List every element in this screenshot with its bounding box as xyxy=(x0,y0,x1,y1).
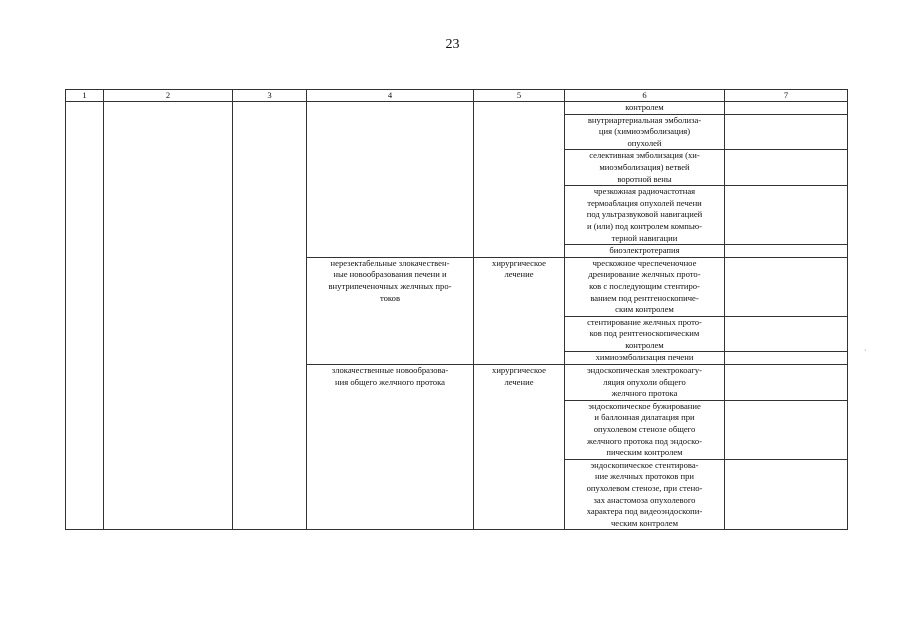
method-cell-line: зах анастомоза опухолевого xyxy=(593,494,696,505)
method-cell xyxy=(565,459,725,530)
method-cell-line: ческим контролем xyxy=(610,517,679,528)
method-cell-line: контролем xyxy=(625,339,664,350)
method-cell-line: ция (химиоэмболизация) xyxy=(598,126,691,137)
method-cell-line: пическим контролем xyxy=(606,447,683,458)
col-7-cell xyxy=(725,459,848,530)
method-cell-line: эндоскопическая электрокоагу- xyxy=(586,365,703,376)
method-cell-line: эндоскопическое бужирование xyxy=(588,400,701,411)
scan-speck: · xyxy=(864,346,867,355)
treatment-cell xyxy=(474,102,565,258)
col-7-cell xyxy=(725,102,848,115)
method-cell xyxy=(565,245,725,258)
col-7-cell xyxy=(725,400,848,459)
method-cell-line: ляция опухоли общего xyxy=(603,376,686,387)
disease-cell-line: ния общего желчного протока xyxy=(335,376,445,387)
disease-cell xyxy=(307,257,474,364)
method-cell-line: и (или) под контролем компью- xyxy=(586,220,703,231)
col-7-cell xyxy=(725,245,848,258)
method-cell-line: и баллонная дилатация при xyxy=(594,412,695,423)
method-cell-line: стентирование желчных прото- xyxy=(587,316,702,327)
medical-procedures-table xyxy=(65,89,848,530)
method-cell-line: чрескожное чреспеченочное xyxy=(592,257,697,268)
method-cell-line: ским контролем xyxy=(615,304,674,315)
method-cell-line: опухолей xyxy=(627,137,662,148)
column-header-1: 1 xyxy=(66,90,104,102)
method-cell-line: ков под рентгеноскопическим xyxy=(589,328,700,339)
col-1-cell xyxy=(66,102,104,530)
disease-cell-line: токов xyxy=(379,292,401,303)
column-header-4: 4 xyxy=(307,90,474,102)
disease-cell-line: ные новообразования печени и xyxy=(333,269,447,280)
method-cell-line: характера под видеоэндоскопи- xyxy=(586,506,703,517)
method-cell-line: желчного протока под эндоско- xyxy=(587,435,702,446)
method-cell xyxy=(565,102,725,115)
treatment-cell-line: лечение xyxy=(504,269,534,280)
method-cell xyxy=(565,186,725,245)
col-7-cell xyxy=(725,257,848,316)
method-cell xyxy=(565,316,725,352)
col-7-cell xyxy=(725,316,848,352)
column-header-3: 3 xyxy=(233,90,307,102)
col-7-cell xyxy=(725,352,848,365)
method-cell xyxy=(565,114,725,150)
method-cell-line: желчного протока xyxy=(611,388,678,399)
treatment-cell-line: лечение xyxy=(504,376,534,387)
method-cell-line: эндоскопическое стентирова- xyxy=(590,459,699,470)
disease-cell-line: внутрипеченочных желчных про- xyxy=(328,280,452,291)
method-cell-line: термоаблация опухолей печени xyxy=(587,197,702,208)
disease-cell-line: злокачественные новообразова- xyxy=(331,365,449,376)
method-cell-line: контролем xyxy=(625,102,664,112)
method-cell-line: воротной вены xyxy=(617,173,672,184)
method-cell-line: опухолевом стенозе общего xyxy=(593,424,696,435)
method-cell-line: дренирование желчных прото- xyxy=(588,269,701,280)
method-cell xyxy=(565,400,725,459)
disease-cell-line: нерезектабельные злокачествен- xyxy=(330,257,450,268)
column-header-5: 5 xyxy=(474,90,565,102)
col-7-cell xyxy=(725,365,848,401)
method-cell-line: чрезкожная радиочастотная xyxy=(593,186,696,197)
col-2-cell xyxy=(104,102,233,530)
method-cell-line: биоэлектротерапия xyxy=(609,245,680,256)
treatment-cell-line: хирургическое xyxy=(492,257,546,268)
col-7-cell xyxy=(725,150,848,186)
treatment-cell-line: хирургическое xyxy=(492,365,546,376)
page-number: 23 xyxy=(445,37,460,52)
method-cell-line: внутриартериальная эмболиза- xyxy=(587,114,702,125)
treatment-cell xyxy=(474,365,565,530)
method-cell xyxy=(565,352,725,365)
col-7-cell xyxy=(725,114,848,150)
table-row xyxy=(66,102,848,115)
method-cell-line: миоэмболизация) ветвей xyxy=(599,161,690,172)
method-cell-line: селективная эмболизация (хи- xyxy=(589,150,700,161)
method-cell xyxy=(565,150,725,186)
col-7-cell xyxy=(725,186,848,245)
table-body xyxy=(66,102,848,530)
method-cell xyxy=(565,257,725,316)
disease-cell xyxy=(307,102,474,258)
col-3-cell xyxy=(233,102,307,530)
column-header-7: 7 xyxy=(725,90,848,102)
disease-cell xyxy=(307,365,474,530)
column-header-2: 2 xyxy=(104,90,233,102)
method-cell-line: ванием под рентгеноскопиче- xyxy=(590,292,699,303)
method-cell-line: опухолевом стенозе, при стено- xyxy=(586,483,703,493)
column-header-6: 6 xyxy=(565,90,725,102)
method-cell xyxy=(565,365,725,401)
method-cell-line: ние желчных протоков при xyxy=(595,471,694,482)
method-cell-line: химиоэмболизация печени xyxy=(595,352,694,363)
method-cell-line: терной навигации xyxy=(611,232,678,243)
method-cell-line: ков с последующим стентиро- xyxy=(589,280,700,291)
treatment-cell xyxy=(474,257,565,364)
column-number-row xyxy=(66,90,848,102)
method-cell-line: под ультразвуковой навигацией xyxy=(586,209,703,220)
